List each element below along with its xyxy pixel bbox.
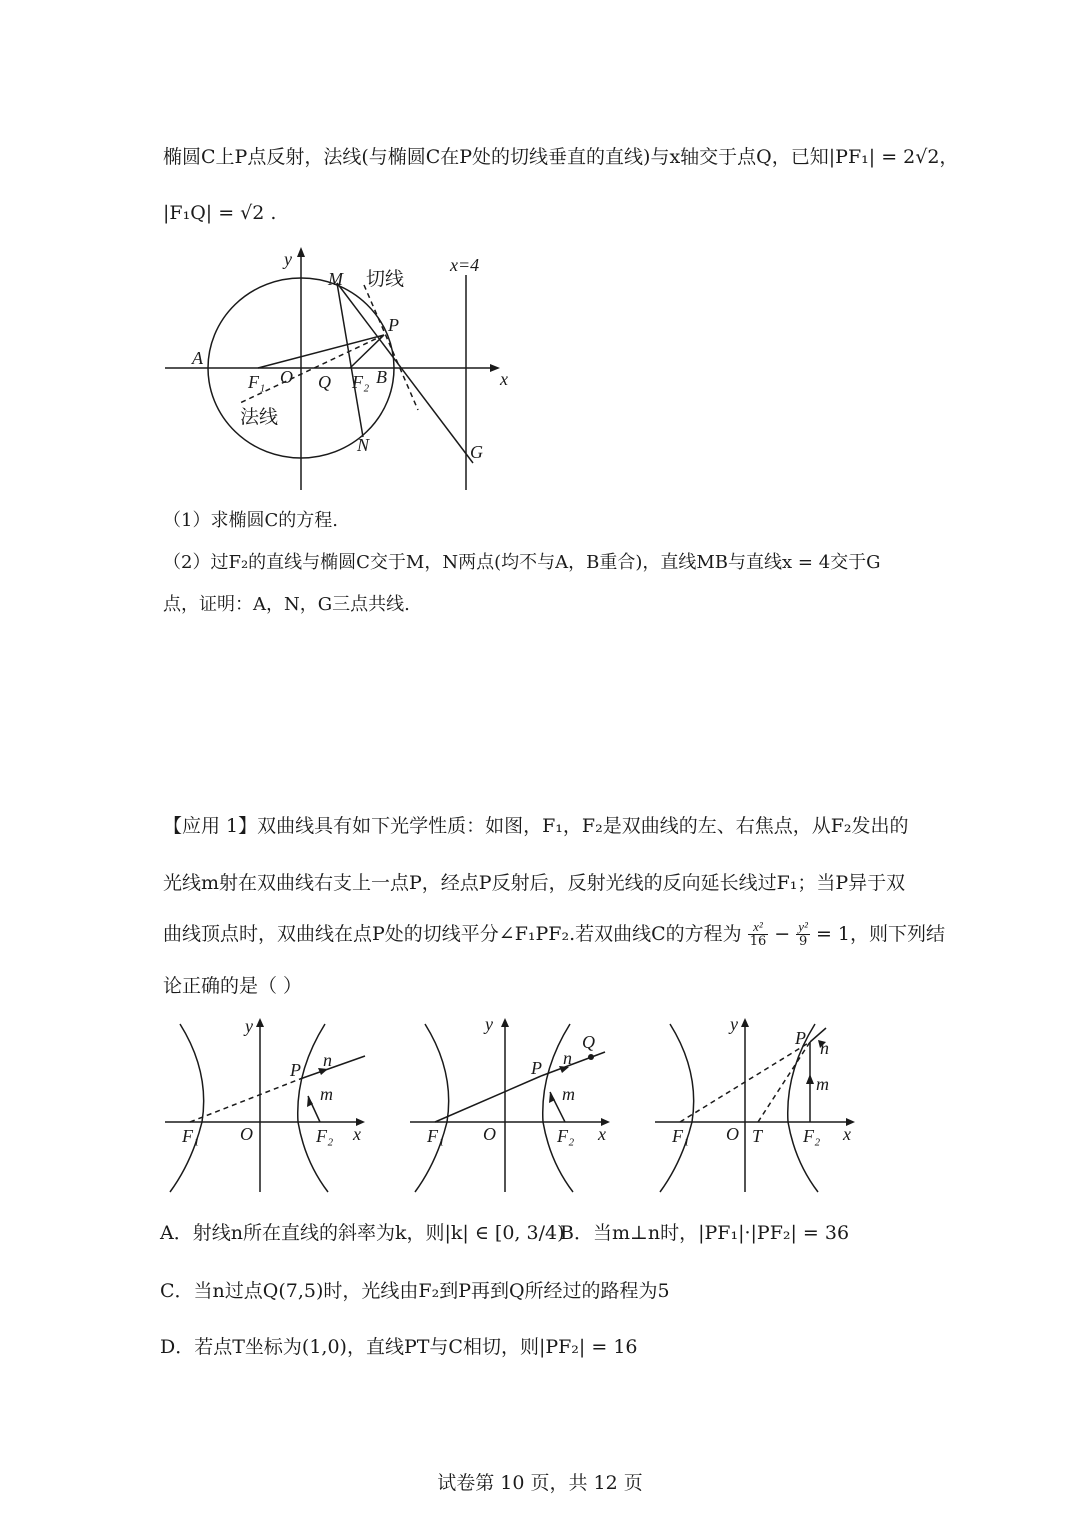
label-B: B	[376, 367, 387, 387]
question-2-line-2: 点，证明：A，N，G三点共线.	[163, 594, 410, 615]
hyperbola-figure-1	[160, 1012, 385, 1197]
problem-line-1: 椭圆C上P点反射，法线(与椭圆C在P处的切线垂直的直线)与x轴交于点Q，已知|PF₁| = 2√2，	[163, 146, 959, 168]
hyperbola-figure-2	[405, 1012, 630, 1197]
fig1-label-F1: F₁	[182, 1126, 200, 1146]
fig3-label-P: P	[795, 1028, 806, 1048]
hyperbola-figure-3	[650, 1012, 875, 1197]
option-C: C．当n过点Q(7,5)时，光线由F₂到P再到Q所经过的路程为5	[160, 1280, 670, 1302]
label-x4: x=4	[450, 255, 480, 275]
fig1-label-F2: F₂	[316, 1126, 334, 1146]
label-A: A	[192, 348, 203, 368]
application-line-1: 【应用 1】双曲线具有如下光学性质：如图，F₁，F₂是双曲线的左、右焦点，从F₂发出的	[163, 815, 909, 837]
point-Q	[588, 1054, 594, 1060]
label-y: y	[284, 249, 292, 269]
label-tangent: 切线	[366, 269, 405, 290]
problem-line-2: |F₁Q| = √2 .	[163, 202, 277, 224]
frac1-den: 16	[749, 934, 767, 950]
option-A: A．射线n所在直线的斜率为k，则|k| ∈ [0, 3/4)	[160, 1222, 565, 1244]
page-footer: 试卷第 10 页，共 12 页	[437, 1472, 643, 1494]
fig2-label-y: y	[485, 1014, 493, 1034]
label-F2: F₂	[352, 372, 370, 392]
label-F1: F₁	[248, 372, 266, 392]
frac2-num: y²	[798, 919, 808, 934]
question-1: （1）求椭圆C的方程.	[163, 510, 338, 531]
application-line-3b: = 1，则下列结	[809, 922, 946, 945]
option-D: D．若点T坐标为(1,0)，直线PT与C相切，则|PF₂| = 16	[160, 1336, 638, 1358]
back-extension	[435, 1076, 541, 1122]
fig2-label-Q: Q	[582, 1032, 595, 1052]
fraction-x2-16	[748, 920, 769, 950]
fig3-label-F1: F₁	[672, 1126, 690, 1146]
application-line-3a: 曲线顶点时，双曲线在点P处的切线平分∠F₁PF₂.若双曲线C的方程为	[163, 922, 742, 945]
question-2-line-1: （2）过F₂的直线与椭圆C交于M，N两点(均不与A，B重合)，直线MB与直线x = 4交于G	[163, 552, 881, 573]
label-P: P	[388, 315, 399, 335]
fig2-label-P: P	[531, 1058, 542, 1078]
fig1-label-y: y	[245, 1016, 253, 1036]
fig1-label-m: m	[320, 1084, 333, 1104]
label-O: O	[280, 367, 293, 387]
fig2-label-F2: F₂	[557, 1126, 575, 1146]
back-extension	[190, 1079, 300, 1122]
fig2-label-m: m	[562, 1084, 575, 1104]
label-Q: Q	[318, 372, 331, 392]
fraction-y2-9	[796, 920, 810, 950]
fig2-label-O: O	[483, 1124, 496, 1144]
fig2-label-x: x	[598, 1124, 606, 1144]
option-B: B．当m⊥n时，|PF₁|·|PF₂| = 36	[560, 1222, 850, 1244]
label-x: x	[500, 369, 508, 389]
segment-F1P	[258, 335, 384, 368]
label-N: N	[357, 435, 370, 455]
fig1-label-n: n	[323, 1050, 332, 1070]
fig1-label-P: P	[290, 1060, 301, 1080]
fig3-label-y: y	[730, 1014, 738, 1034]
fig3-label-n: n	[820, 1038, 829, 1058]
frac1-num: x²	[748, 920, 769, 935]
fig3-label-F2: F₂	[803, 1126, 821, 1146]
ellipse-figure	[160, 245, 520, 500]
fig1-label-O: O	[240, 1124, 253, 1144]
ray-n	[300, 1056, 365, 1079]
application-line-3	[163, 920, 945, 950]
minus-sign: −	[768, 922, 797, 945]
line-TP	[758, 1042, 810, 1122]
label-M: M	[328, 269, 343, 289]
frac2-den: 9	[798, 934, 808, 950]
fig3-label-x: x	[843, 1124, 851, 1144]
fig3-label-T: T	[752, 1126, 763, 1146]
fig2-label-F1: F₁	[427, 1126, 445, 1146]
fig1-label-x: x	[353, 1124, 361, 1144]
label-G: G	[470, 442, 483, 462]
fig3-label-O: O	[726, 1124, 739, 1144]
normal-line	[240, 335, 384, 403]
hyperbola-left-branch	[170, 1024, 204, 1192]
fig3-label-m: m	[816, 1074, 829, 1094]
label-normal: 法线	[240, 407, 279, 428]
application-line-2: 光线m射在双曲线右支上一点P，经点P反射后，反射光线的反向延长线过F₁；当P异于双	[163, 872, 906, 894]
application-line-4: 论正确的是（ ）	[163, 975, 303, 997]
fig2-label-n: n	[563, 1048, 572, 1068]
